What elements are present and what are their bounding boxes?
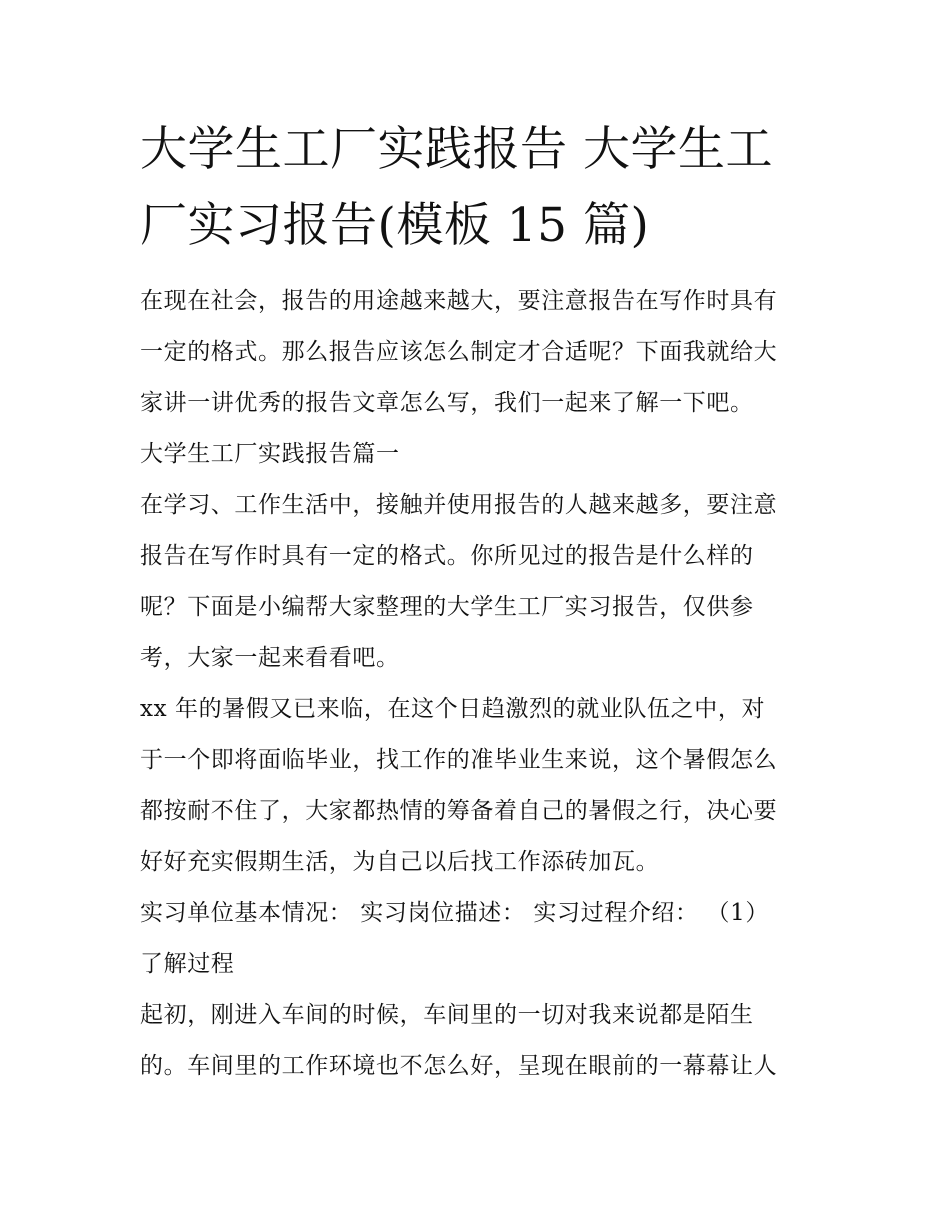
- text-line: 在学习、工作生活中，接触并使用报告的人越来越多，要注意: [140, 492, 778, 518]
- text-line: 在现在社会，报告的用途越来越大，要注意报告在写作时具有: [140, 288, 778, 314]
- text-line: 考，大家一起来看看吧。: [140, 645, 400, 671]
- text-line: xx 年的暑假又已来临，在这个日趋激烈的就业队伍之中，对: [140, 696, 766, 722]
- title-line: 大学生工厂实践报告 大学生工: [140, 122, 773, 177]
- body-paragraph: [140, 888, 820, 990]
- text-line: 呢？下面是小编帮大家整理的大学生工厂实习报告，仅供参: [140, 594, 754, 620]
- text-line: 大学生工厂实践报告篇一: [140, 441, 400, 467]
- text-line: 实习单位基本情况： 实习岗位描述： 实习过程介绍： （1）: [140, 900, 769, 926]
- section-heading: [140, 429, 820, 480]
- intro-paragraph: [140, 276, 820, 429]
- text-line: 的。车间里的工作环境也不怎么好，呈现在眼前的一幕幕让人: [140, 1053, 778, 1079]
- title-line: 厂实习报告(模板 15 篇): [140, 198, 650, 253]
- text-line: 一定的格式。那么报告应该怎么制定才合适呢？下面我就给大: [140, 339, 778, 365]
- text-line: 家讲一讲优秀的报告文章怎么写，我们一起来了解一下吧。: [140, 390, 754, 416]
- body-paragraph: [140, 480, 820, 684]
- text-line: 好好充实假期生活，为自己以后找工作添砖加瓦。: [140, 849, 660, 875]
- text-line: 都按耐不住了，大家都热情的筹备着自己的暑假之行，决心要: [140, 798, 778, 824]
- document-title: [140, 112, 820, 264]
- body-paragraph: [140, 684, 820, 888]
- text-line: 报告在写作时具有一定的格式。你所见过的报告是什么样的: [140, 543, 754, 569]
- body-paragraph: [140, 990, 820, 1092]
- text-line: 起初，刚进入车间的时候，车间里的一切对我来说都是陌生: [140, 1002, 754, 1028]
- document-body: [140, 112, 820, 1092]
- text-line: 于一个即将面临毕业，找工作的准毕业生来说，这个暑假怎么: [140, 747, 778, 773]
- text-line: 了解过程: [140, 951, 235, 977]
